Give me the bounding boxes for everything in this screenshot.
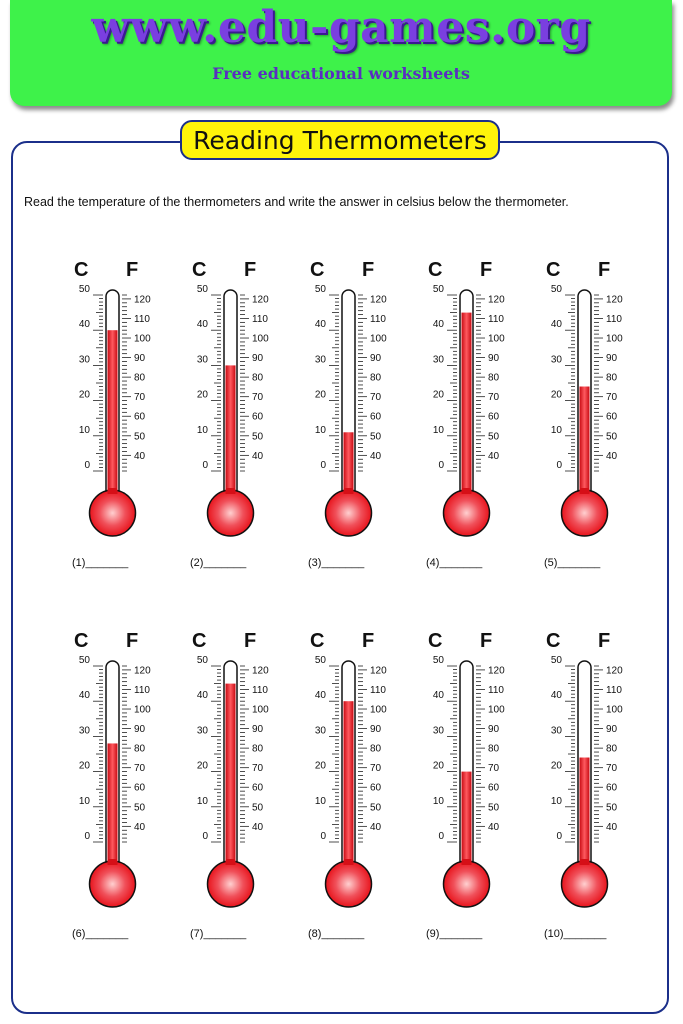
celsius-header: C [192,259,207,281]
celsius-tick-label: 20 [314,760,326,772]
fahrenheit-tick-label: 90 [606,353,618,365]
fahrenheit-tick-label: 90 [134,724,146,736]
celsius-header: C [192,630,207,652]
celsius-tick-label: 40 [78,690,90,702]
fahrenheit-tick-label: 70 [370,763,382,775]
fahrenheit-tick-label: 90 [488,724,500,736]
fahrenheit-tick-label: 70 [252,392,264,404]
fahrenheit-tick-label: 80 [134,372,146,384]
answer-label: (1)_______ [72,557,129,569]
answer-label: (6)_______ [72,928,129,940]
fahrenheit-tick-label: 80 [134,743,146,755]
fahrenheit-tick-label: 60 [252,782,264,794]
celsius-tick-label: 50 [314,284,326,295]
thermometer-graphic [184,256,294,556]
celsius-tick-label: 20 [196,389,208,401]
fahrenheit-tick-label: 60 [370,411,382,423]
celsius-tick-label: 20 [196,760,208,772]
fahrenheit-header: F [362,259,375,281]
answer-label: (10)_______ [544,928,607,940]
fahrenheit-tick-label: 40 [488,821,500,833]
thermometer-graphic [302,627,412,927]
celsius-tick-label: 40 [550,319,562,331]
fahrenheit-tick-label: 120 [134,294,151,306]
celsius-tick-label: 40 [432,690,444,702]
celsius-tick-label: 40 [314,319,326,331]
celsius-tick-label: 50 [78,284,90,295]
fahrenheit-tick-label: 60 [606,782,618,794]
answer-label: (2)_______ [190,557,247,569]
celsius-header: C [546,259,561,281]
fahrenheit-tick-label: 50 [134,802,146,814]
fahrenheit-tick-label: 40 [606,821,618,833]
celsius-tick-label: 0 [320,831,326,842]
celsius-tick-label: 0 [556,460,562,471]
answer-label: (5)_______ [544,557,601,569]
celsius-tick-label: 20 [314,389,326,401]
bulb [444,861,490,907]
fahrenheit-tick-label: 80 [488,372,500,384]
celsius-tick-label: 40 [78,319,90,331]
fahrenheit-header: F [480,630,493,652]
fahrenheit-tick-label: 80 [606,372,618,384]
fahrenheit-header: F [598,259,611,281]
fahrenheit-tick-label: 70 [606,392,618,404]
celsius-tick-label: 20 [550,389,562,401]
thermometer-graphic [184,627,294,927]
celsius-tick-label: 40 [196,690,208,702]
fahrenheit-tick-label: 120 [488,294,505,306]
fahrenheit-tick-label: 110 [370,313,386,325]
fahrenheit-tick-label: 120 [606,294,623,306]
fahrenheit-tick-label: 90 [134,353,146,365]
answer-label: (3)_______ [308,557,365,569]
fahrenheit-tick-label: 90 [370,724,382,736]
fahrenheit-tick-label: 100 [370,333,387,345]
worksheet-title: Reading Thermometers [180,120,500,160]
fahrenheit-tick-label: 60 [370,782,382,794]
fahrenheit-header: F [480,259,493,281]
celsius-tick-label: 30 [196,354,208,366]
fahrenheit-tick-label: 70 [488,392,500,404]
fahrenheit-tick-label: 50 [606,431,618,443]
fahrenheit-header: F [244,630,257,652]
fahrenheit-tick-label: 60 [252,411,264,423]
fahrenheit-tick-label: 110 [252,684,268,696]
fahrenheit-tick-label: 100 [252,704,269,716]
fahrenheit-tick-label: 100 [134,704,151,716]
fahrenheit-tick-label: 90 [488,353,500,365]
fahrenheit-tick-label: 90 [606,724,618,736]
fahrenheit-tick-label: 50 [488,431,500,443]
fahrenheit-tick-label: 80 [606,743,618,755]
thermometer [184,256,294,556]
answer-label: (4)_______ [426,557,483,569]
celsius-tick-label: 50 [432,284,444,295]
celsius-tick-label: 10 [314,424,326,436]
bulb [208,490,254,536]
celsius-tick-label: 30 [432,725,444,737]
celsius-tick-label: 10 [314,795,326,807]
fahrenheit-tick-label: 120 [488,665,505,677]
fahrenheit-tick-label: 40 [370,450,382,462]
fahrenheit-header: F [598,630,611,652]
fahrenheit-tick-label: 50 [606,802,618,814]
fahrenheit-tick-label: 100 [134,333,151,345]
mercury-column [108,330,118,513]
fahrenheit-tick-label: 110 [488,313,504,325]
fahrenheit-tick-label: 120 [252,665,269,677]
celsius-header: C [428,630,443,652]
celsius-tick-label: 10 [550,424,562,436]
celsius-header: C [74,630,89,652]
celsius-header: C [310,630,325,652]
instructions: Read the temperature of the thermometers and write the answer in celsius below the thermometer. [24,195,569,209]
bulb [208,861,254,907]
celsius-tick-label: 0 [320,460,326,471]
fahrenheit-tick-label: 100 [370,704,387,716]
site-name: www.edu-games.org [91,2,591,53]
celsius-tick-label: 50 [432,655,444,666]
fahrenheit-tick-label: 40 [134,450,146,462]
celsius-header: C [546,630,561,652]
celsius-tick-label: 50 [78,655,90,666]
fahrenheit-tick-label: 110 [134,313,150,325]
celsius-tick-label: 10 [78,424,90,436]
thermometer [538,256,648,556]
celsius-header: C [74,259,89,281]
bulb [90,490,136,536]
fahrenheit-tick-label: 110 [606,684,622,696]
fahrenheit-tick-label: 110 [488,684,504,696]
celsius-tick-label: 20 [78,389,90,401]
celsius-tick-label: 10 [432,795,444,807]
celsius-tick-label: 0 [84,831,90,842]
fahrenheit-header: F [362,630,375,652]
fahrenheit-tick-label: 80 [252,372,264,384]
fahrenheit-tick-label: 60 [488,411,500,423]
fahrenheit-tick-label: 90 [252,724,264,736]
celsius-tick-label: 10 [78,795,90,807]
celsius-tick-label: 50 [550,655,562,666]
fahrenheit-tick-label: 60 [134,411,146,423]
bulb [562,490,608,536]
celsius-tick-label: 10 [196,795,208,807]
fahrenheit-tick-label: 50 [370,431,382,443]
fahrenheit-tick-label: 50 [252,802,264,814]
fahrenheit-tick-label: 110 [370,684,386,696]
fahrenheit-tick-label: 40 [488,450,500,462]
site-banner [10,0,672,106]
fahrenheit-tick-label: 120 [252,294,269,306]
fahrenheit-tick-label: 40 [252,821,264,833]
fahrenheit-header: F [244,259,257,281]
fahrenheit-tick-label: 80 [488,743,500,755]
celsius-tick-label: 50 [314,655,326,666]
celsius-tick-label: 30 [550,725,562,737]
bulb [326,861,372,907]
thermometer [184,627,294,927]
fahrenheit-tick-label: 40 [606,450,618,462]
answer-label: (9)_______ [426,928,483,940]
fahrenheit-tick-label: 90 [370,353,382,365]
thermometer [420,256,530,556]
celsius-tick-label: 0 [556,831,562,842]
celsius-tick-label: 30 [314,725,326,737]
fahrenheit-tick-label: 120 [370,294,387,306]
celsius-tick-label: 40 [432,319,444,331]
fahrenheit-tick-label: 120 [370,665,387,677]
fahrenheit-tick-label: 40 [134,821,146,833]
thermometer-graphic [66,256,176,556]
celsius-tick-label: 30 [432,354,444,366]
fahrenheit-tick-label: 80 [370,372,382,384]
celsius-tick-label: 0 [438,460,444,471]
fahrenheit-tick-label: 60 [488,782,500,794]
celsius-tick-label: 0 [202,460,208,471]
thermometer-graphic [538,627,648,927]
thermometer [538,627,648,927]
mercury-column [344,701,354,884]
celsius-tick-label: 40 [550,690,562,702]
thermometer-graphic [66,627,176,927]
fahrenheit-tick-label: 100 [488,333,505,345]
fahrenheit-header: F [126,259,139,281]
answer-label: (7)_______ [190,928,247,940]
celsius-tick-label: 40 [314,690,326,702]
fahrenheit-tick-label: 110 [134,684,150,696]
celsius-tick-label: 30 [550,354,562,366]
celsius-tick-label: 0 [438,831,444,842]
site-tagline: Free educational worksheets [212,64,470,83]
thermometer-graphic [420,627,530,927]
fahrenheit-tick-label: 40 [370,821,382,833]
celsius-tick-label: 10 [550,795,562,807]
celsius-tick-label: 10 [196,424,208,436]
fahrenheit-tick-label: 90 [252,353,264,365]
bulb [326,490,372,536]
thermometer [66,627,176,927]
fahrenheit-tick-label: 70 [488,763,500,775]
celsius-tick-label: 0 [202,831,208,842]
fahrenheit-tick-label: 50 [134,431,146,443]
thermometer-graphic [420,256,530,556]
fahrenheit-tick-label: 60 [134,782,146,794]
celsius-tick-label: 0 [84,460,90,471]
fahrenheit-tick-label: 50 [252,431,264,443]
celsius-tick-label: 50 [196,655,208,666]
fahrenheit-tick-label: 60 [606,411,618,423]
thermometer [66,256,176,556]
fahrenheit-tick-label: 70 [606,763,618,775]
answer-label: (8)_______ [308,928,365,940]
celsius-tick-label: 50 [550,284,562,295]
celsius-tick-label: 30 [78,725,90,737]
celsius-tick-label: 50 [196,284,208,295]
fahrenheit-header: F [126,630,139,652]
fahrenheit-tick-label: 120 [134,665,151,677]
thermometer [420,627,530,927]
celsius-header: C [310,259,325,281]
fahrenheit-tick-label: 80 [252,743,264,755]
bulb [444,490,490,536]
celsius-tick-label: 40 [196,319,208,331]
fahrenheit-tick-label: 70 [134,392,146,404]
fahrenheit-tick-label: 80 [370,743,382,755]
mercury-column [462,313,472,513]
fahrenheit-tick-label: 100 [606,704,623,716]
fahrenheit-tick-label: 70 [370,392,382,404]
fahrenheit-tick-label: 100 [252,333,269,345]
fahrenheit-tick-label: 120 [606,665,623,677]
fahrenheit-tick-label: 70 [252,763,264,775]
fahrenheit-tick-label: 50 [488,802,500,814]
mercury-column [226,684,236,884]
celsius-tick-label: 30 [78,354,90,366]
celsius-tick-label: 20 [432,760,444,772]
bulb [562,861,608,907]
fahrenheit-tick-label: 100 [488,704,505,716]
thermometer [302,256,412,556]
fahrenheit-tick-label: 70 [134,763,146,775]
fahrenheit-tick-label: 100 [606,333,623,345]
thermometer [302,627,412,927]
celsius-tick-label: 10 [432,424,444,436]
celsius-tick-label: 20 [550,760,562,772]
celsius-tick-label: 30 [314,354,326,366]
bulb [90,861,136,907]
celsius-tick-label: 30 [196,725,208,737]
fahrenheit-tick-label: 40 [252,450,264,462]
celsius-tick-label: 20 [78,760,90,772]
fahrenheit-tick-label: 110 [252,313,268,325]
fahrenheit-tick-label: 50 [370,802,382,814]
celsius-header: C [428,259,443,281]
fahrenheit-tick-label: 110 [606,313,622,325]
thermometer-graphic [302,256,412,556]
celsius-tick-label: 20 [432,389,444,401]
thermometer-graphic [538,256,648,556]
